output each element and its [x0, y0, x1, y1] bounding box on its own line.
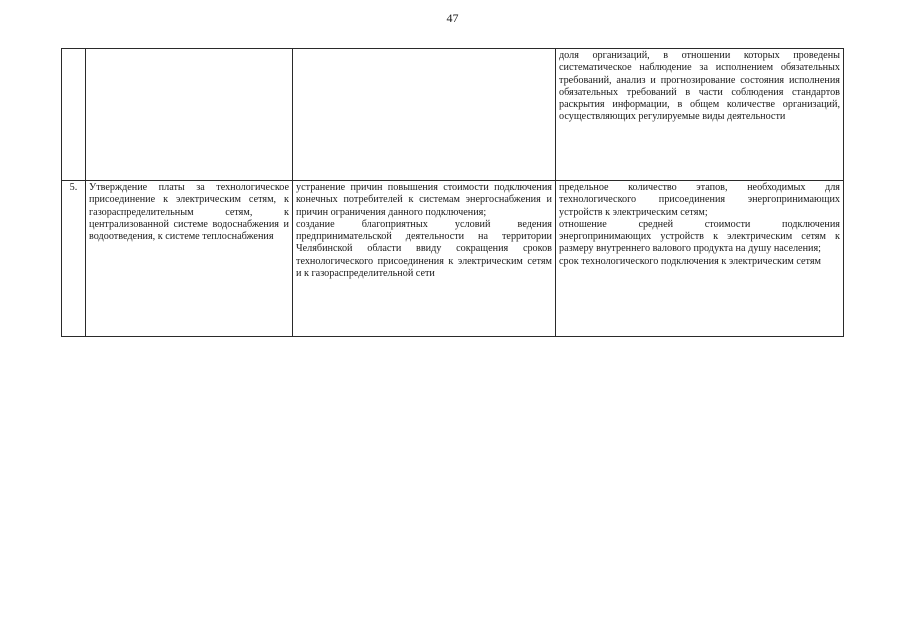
row-number-cell [62, 181, 86, 337]
table-row [62, 181, 844, 337]
row-number: 5. [69, 182, 78, 193]
task-text: устранение причин повышения стоимости подключения конечных потребителей к системам энергоснабжения и причин ограничения данного подключения; [296, 182, 552, 218]
indicator-text: предельное количество этапов, необходимых для технологического присоединения энергопринимающих устройств к электрическим сетям; [559, 182, 840, 218]
page-number: 47 [446, 11, 459, 25]
measure-indicators-cell [556, 49, 844, 181]
measure-tasks-cell [293, 181, 556, 337]
measure-name-cell [86, 49, 293, 181]
measure-name-cell [86, 181, 293, 337]
indicator-text: отношение средней стоимости подключения энергопринимающих устройств к электрическим сетям к размеру внутреннего валового продукта на душу населения; [559, 218, 840, 255]
task-text: создание благоприятных условий ведения предпринимательской деятельности на территории Челябинской области ввиду сокращения сроков технологического присоединения к электрическим сетям и к газораспределительной сети [296, 218, 552, 279]
measures-table [61, 48, 844, 337]
indicator-text: срок технологического подключения к электрическим сетям [559, 255, 822, 267]
measure-indicators-cell [556, 181, 844, 337]
row-number-cell [62, 49, 86, 181]
measure-name-text: Утверждение платы за технологическое присоединение к электрическим сетям, к газораспределительным сетям, к централизованной системе водоснабжения и водоотведения, к системе теплоснабжения [89, 182, 289, 242]
table-row [62, 49, 844, 181]
indicator-text: доля организаций, в отношении которых проведены систематическое наблюдение за исполнением обязательных требований, анализ и прогнозирование состояния исполнения обязательных требований в части соблюдения стандартов раскрытия информации, в общем количестве организаций, осуществляющих регулируемые виды деятельности [559, 50, 840, 123]
measure-tasks-cell [293, 49, 556, 181]
